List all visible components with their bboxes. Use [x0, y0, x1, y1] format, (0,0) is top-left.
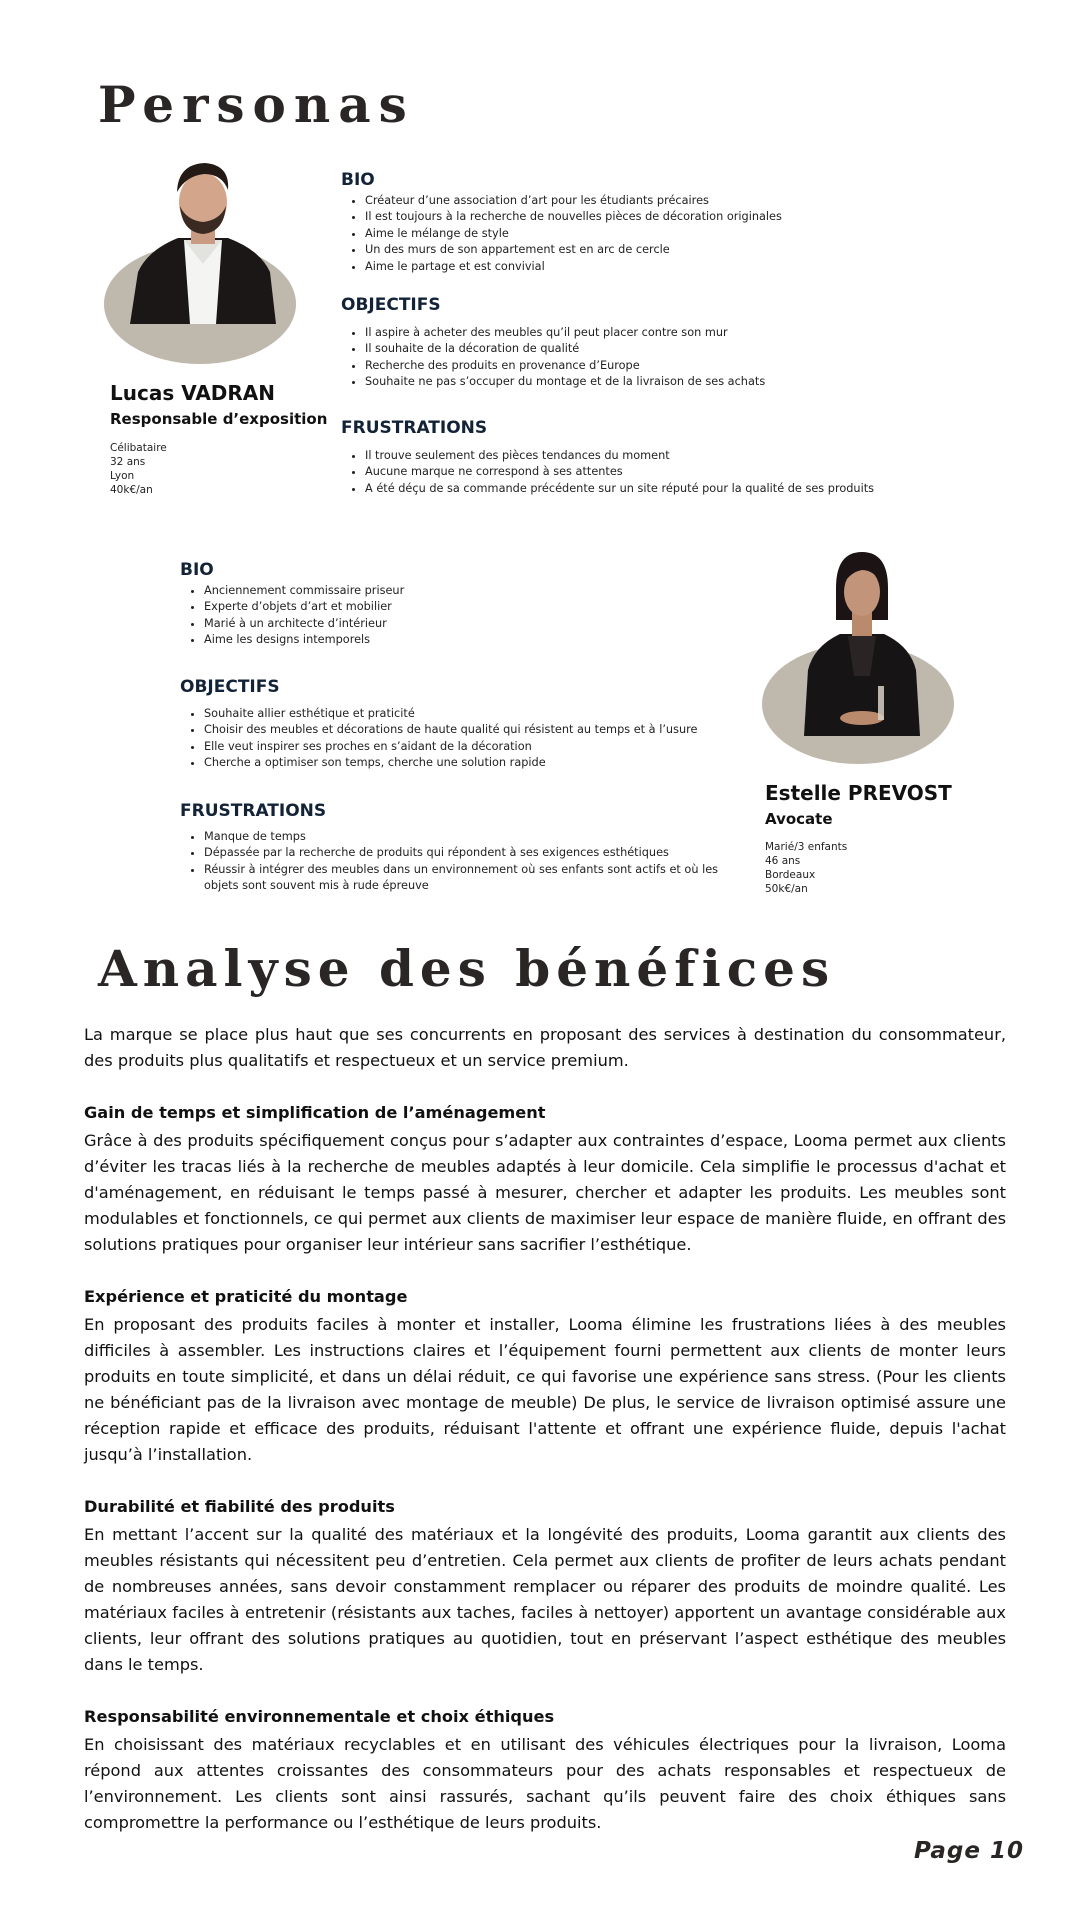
persona-name: Estelle PREVOST — [765, 781, 952, 805]
bio-list — [180, 583, 404, 649]
list-item: • Il souhaite de la décoration de qualité — [365, 341, 765, 357]
section-text: Grâce à des produits spécifiquement conçus pour s’adapter aux contraintes d’espace, Looma permet aux clients d’éviter les tracas liés à la recherche de meubles adaptés à leur domicile. Cela simplifie le processus d'achat et d'aménagement, en réduisant le temps passé à mesurer, chercher et adapter les produits. Les meubles sont modulables et fonctionnels, ce qui permet aux clients de maximiser leur espace de manière fluide, en offrant des solutions pratiques pour organiser leur intérieur sans sacrifier l’esthétique. — [84, 1131, 1006, 1254]
frustrations-heading: FRUSTRATIONS — [341, 418, 488, 438]
list-item: • Un des murs de son appartement est en arc de cercle — [365, 242, 782, 258]
list-item: • Manque de temps — [204, 829, 744, 845]
lucas-portrait-image — [120, 160, 286, 324]
frustrations-list — [341, 448, 874, 497]
persona-details — [110, 441, 167, 497]
analysis-intro: La marque se place plus haut que ses concurrents en proposant des services à destination du consommateur, des produits plus qualitatifs et respectueux et un service premium. — [84, 1025, 1006, 1070]
bio-list — [341, 193, 782, 275]
list-item: • Il aspire à acheter des meubles qu’il peut placer contre son mur — [365, 325, 765, 341]
list-item: • Experte d’objets d’art et mobilier — [204, 599, 404, 615]
section-heading: Responsabilité environnementale et choix éthiques — [84, 1707, 555, 1726]
list-item: • A été déçu de sa commande précédente sur un site réputé pour la qualité de ses produits — [365, 481, 874, 497]
page-number: Page 10 — [914, 1838, 1024, 1864]
section-heading: Expérience et praticité du montage — [84, 1287, 408, 1306]
persona-city: Lyon — [110, 470, 135, 482]
list-item: • Anciennement commissaire priseur — [204, 583, 404, 599]
persona-role: Avocate — [765, 810, 833, 828]
list-item: • Dépassée par la recherche de produits qui répondent à ses exigences esthétiques — [204, 845, 744, 861]
persona-status: Marié/3 enfants — [765, 841, 848, 853]
list-item: • Marié à un architecte d’intérieur — [204, 616, 404, 632]
list-item: • Elle veut inspirer ses proches en s’aidant de la décoration — [204, 739, 697, 755]
frustrations-heading: FRUSTRATIONS — [180, 801, 327, 821]
section-heading: Gain de temps et simplification de l’aménagement — [84, 1103, 546, 1122]
list-item: • Il est toujours à la recherche de nouvelles pièces de décoration originales — [365, 209, 782, 225]
list-item: • Il trouve seulement des pièces tendances du moment — [365, 448, 874, 464]
list-item: • Souhaite ne pas s’occuper du montage et de la livraison de ses achats — [365, 374, 765, 390]
persona-income: 40k€/an — [110, 484, 153, 496]
list-item: • Aucune marque ne correspond à ses attentes — [365, 464, 874, 480]
list-item: • Aime le partage et est convivial — [365, 259, 782, 275]
bio-heading: BIO — [341, 170, 375, 190]
objectives-heading: OBJECTIFS — [341, 295, 441, 315]
bio-heading: BIO — [180, 560, 214, 580]
section-heading: Durabilité et fiabilité des produits — [84, 1497, 395, 1516]
list-item: • Aime les designs intemporels — [204, 632, 404, 648]
estelle-portrait-image — [778, 550, 944, 736]
objectives-list — [341, 325, 765, 391]
objectives-heading: OBJECTIFS — [180, 677, 280, 697]
section-text: En proposant des produits faciles à monter et installer, Looma élimine les frustrations liées à des meubles difficiles à assembler. Les instructions claires et l’équipement fourni permettent aux clients de monter leurs produits en toute simplicité, et dans un délai réduit, ce qui favorise une expérience sans stress. (Pour les clients ne bénéficiant pas de la livraison avec montage de meuble) De plus, le service de livraison optimisé assure une réception rapide et efficace des produits, réduisant l'attente et offrant une expérience fluide, depuis l'achat jusqu’à l’installation. — [84, 1315, 1006, 1464]
list-item: • Souhaite allier esthétique et praticité — [204, 706, 697, 722]
persona-income: 50k€/an — [765, 883, 808, 895]
persona-details — [765, 840, 847, 896]
list-item: • Cherche a optimiser son temps, cherche une solution rapide — [204, 755, 697, 771]
list-item: • Réussir à intégrer des meubles dans un environnement où ses enfants sont actifs et où les objets sont souvent mis à rude épreuve — [204, 862, 744, 895]
section-text: En mettant l’accent sur la qualité des matériaux et la longévité des produits, Looma garantit aux clients des meubles résistants qui nécessitent peu d’entretien. Cela permet aux clients de profiter de leurs achats pendant de nombreuses années, sans devoir constamment remplacer ou réparer des produits de moindre qualité. Les matériaux faciles à entretenir (résistants aux taches, faciles à nettoyer) apportent un avantage considérable aux clients, leur offrant des solutions pratiques au quotidien, tout en préservant l’aspect esthétique des meubles dans le temps. — [84, 1525, 1006, 1674]
persona-age: 32 ans — [110, 456, 146, 468]
objectives-list — [180, 706, 697, 772]
persona-role: Responsable d’exposition — [110, 410, 328, 428]
list-item: • Créateur d’une association d’art pour les étudiants précaires — [365, 193, 782, 209]
list-item: • Choisir des meubles et décorations de haute qualité qui résistent au temps et à l’usure — [204, 722, 697, 738]
persona-city: Bordeaux — [765, 869, 816, 881]
list-item: • Recherche des produits en provenance d’Europe — [365, 358, 765, 374]
section-text: En choisissant des matériaux recyclables et en utilisant des véhicules électriques pour la livraison, Looma répond aux attentes croissantes des consommateurs pour des achats responsables et respectueux de l’environnement. Les clients sont ainsi rassurés, sachant qu’ils peuvent faire des choix éthiques sans compromettre la performance ou l’esthétique de leurs produits. — [84, 1735, 1006, 1832]
persona-age: 46 ans — [765, 855, 801, 867]
persona-name: Lucas VADRAN — [110, 381, 276, 405]
frustrations-list — [180, 829, 744, 895]
page-title: Personas — [98, 75, 415, 134]
list-item: • Aime le mélange de style — [365, 226, 782, 242]
persona-status: Célibataire — [110, 442, 167, 454]
analysis-title: Analyse des bénéfices — [98, 939, 836, 998]
